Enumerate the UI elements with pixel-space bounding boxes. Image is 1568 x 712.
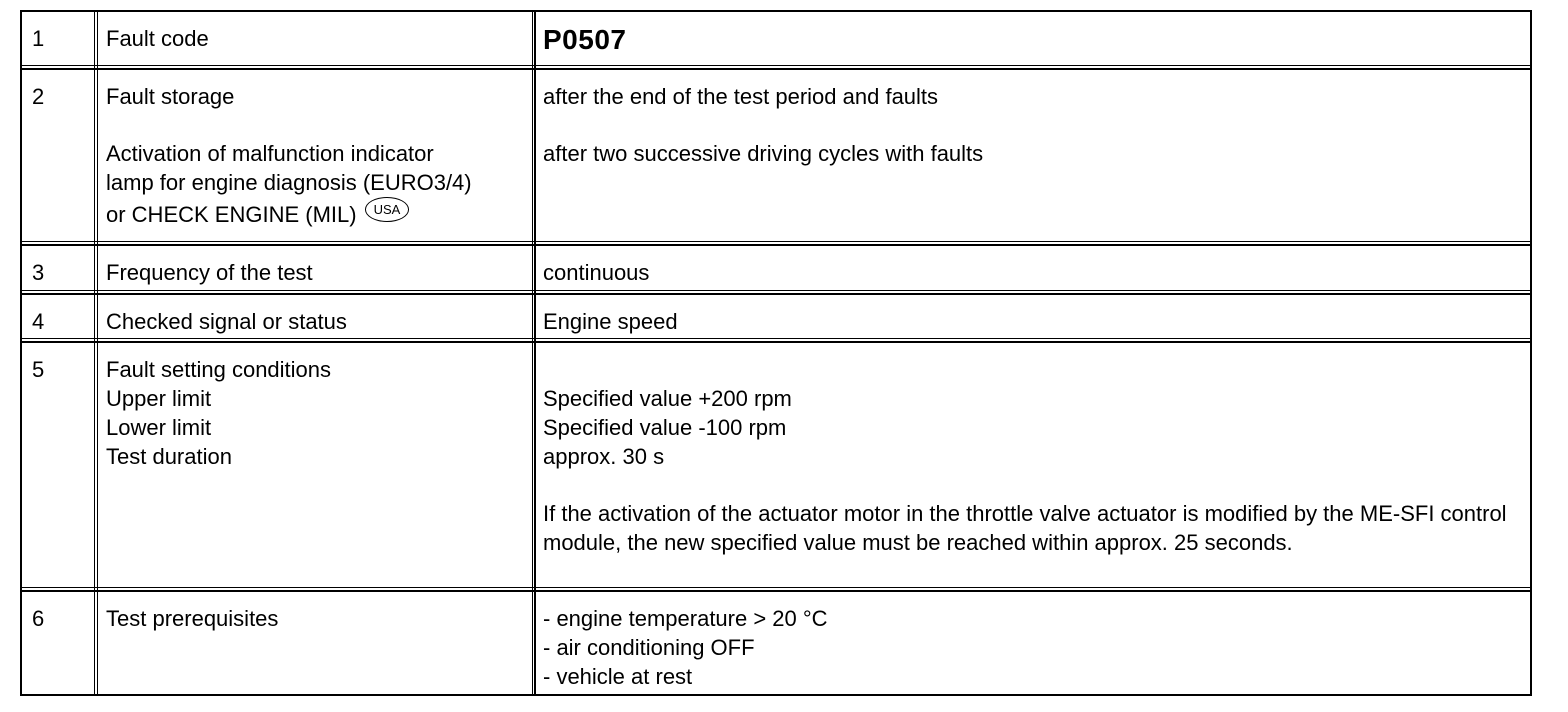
table-row-1 xyxy=(22,12,1530,70)
mil-label-text: or CHECK ENGINE (MIL) xyxy=(106,202,357,227)
actuator-note: If the activation of the actuator motor in the throttle valve actuator is modified by the ME-SFI control module, the new specified value must be reached within approx. 25 seconds. xyxy=(543,501,1507,555)
row-label: Test prerequisites xyxy=(106,606,279,631)
table-row-4 xyxy=(22,295,1530,343)
table-row-2 xyxy=(22,70,1530,246)
table-row-5 xyxy=(22,343,1530,592)
row-label: Fault code xyxy=(106,26,209,51)
row-label xyxy=(98,343,535,590)
lower-limit-label: Lower limit xyxy=(106,415,212,440)
row-value xyxy=(535,592,1530,694)
table-row-3 xyxy=(22,246,1530,295)
row-number: 6 xyxy=(32,606,45,631)
row-number: 5 xyxy=(32,357,45,382)
fault-storage-label: Fault storage xyxy=(106,84,235,109)
row-value xyxy=(535,70,1530,244)
row-number: 2 xyxy=(32,84,45,109)
usa-badge-icon: USA xyxy=(365,197,410,222)
upper-limit-label: Upper limit xyxy=(106,386,212,411)
prereq-air-conditioning: - air conditioning OFF xyxy=(543,635,755,660)
row-label: Checked signal or status xyxy=(106,309,347,334)
row-number: 3 xyxy=(32,260,45,285)
row-number: 4 xyxy=(32,309,45,334)
fault-code-value xyxy=(535,12,1530,68)
fault-table xyxy=(20,10,1532,696)
mil-label-line-2: lamp for engine diagnosis (EURO3/4) xyxy=(106,170,472,195)
conditions-label: Fault setting conditions xyxy=(106,357,332,382)
table-row-6 xyxy=(22,592,1530,694)
test-duration-value: approx. 30 s xyxy=(543,444,665,469)
row-number: 1 xyxy=(32,26,45,51)
row-value: continuous xyxy=(543,260,650,285)
prereq-vehicle-rest: - vehicle at rest xyxy=(543,664,693,689)
mil-label-line-1: Activation of malfunction indicator xyxy=(106,141,434,166)
row-label xyxy=(98,70,535,244)
upper-limit-value: Specified value +200 rpm xyxy=(543,386,792,411)
fault-code: P0507 xyxy=(543,24,627,55)
mil-activation-value: after two successive driving cycles with faults xyxy=(543,141,984,166)
row-value: Engine speed xyxy=(543,309,678,334)
mil-label-line-3 xyxy=(106,197,535,229)
test-duration-label: Test duration xyxy=(106,444,232,469)
row-value xyxy=(535,343,1530,590)
fault-storage-value: after the end of the test period and faults xyxy=(543,84,939,109)
prereq-temperature: - engine temperature > 20 °C xyxy=(543,606,828,631)
lower-limit-value: Specified value -100 rpm xyxy=(543,415,787,440)
row-label: Frequency of the test xyxy=(106,260,313,285)
